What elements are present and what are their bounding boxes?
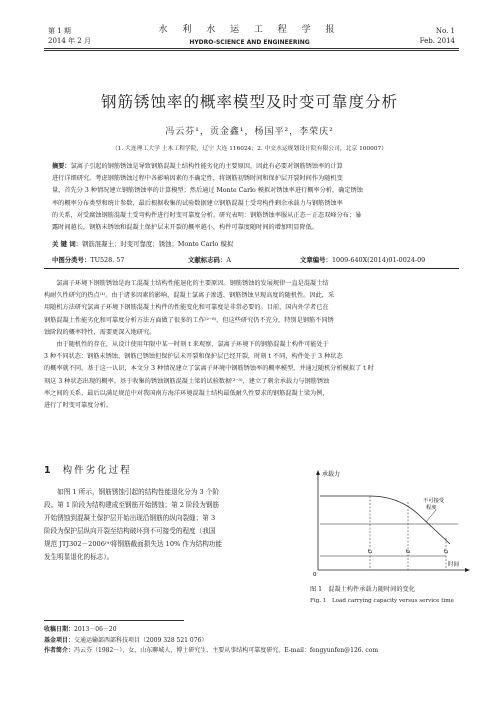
paper-title: 钢筋锈蚀率的概率模型及时变可靠度分析 xyxy=(100,93,398,111)
clc: 中图分类号：TU528. 57 xyxy=(52,256,125,264)
intro-line: 蚀阶段的概率特性，需要更深入地研究。 xyxy=(44,328,156,336)
t2-label: t₂ xyxy=(406,549,411,555)
abstract-line: 量，首先分 3 种情况建立钢筋锈蚀率的计算模型；然后通过 Monte Carlo 模拟对锈蚀率进行概率分析，确定锈蚀 xyxy=(52,187,363,195)
doc-code: 文献标志码：A xyxy=(188,256,231,264)
intro-line: 构耐久性研究的热点⁽¹⁾。由于诸多因素的影响，混凝土氯离子渗透、钢筋锈蚀呈现高度的随机性。因此，采 xyxy=(44,292,335,300)
x-axis-arrow xyxy=(465,568,470,572)
journal-title-cn: 水 利 水 运 工 程 学 报 xyxy=(158,25,341,35)
annotation-text: 不可接受 xyxy=(423,498,445,504)
abstract-rule xyxy=(44,268,459,269)
intro-line: 刻这 3 种状态出现的概率。基于收集的锈蚀钢筋混凝土梁的试验数据⁽²⁻⁵⁾，建立了剩余承载力与钢筋锈蚀 xyxy=(44,377,330,385)
section-line: 规范 JTJ302－2006⁽⁹⁾将钢筋截面损失达 10% 作为结构功能 xyxy=(44,540,222,548)
abstract xyxy=(52,161,452,234)
section-line: 阶段为保护层纵向开裂至结构破坏到不可接受的程度（我国 xyxy=(44,527,216,535)
header-rule-2 xyxy=(44,50,459,51)
issue-date: 2014 年 2 月 xyxy=(48,37,91,45)
t1-label: t₁ xyxy=(368,549,373,555)
section-line: 发生明显退化的标志）。 xyxy=(44,553,114,561)
footnote-author: 作者简介：冯云芬（1982－），女，山东聊城人，博士研究生，主要从事结构可靠度研究。E-mail：fengyunfen@126. com xyxy=(44,647,379,654)
section-line: 开始锈蚀到混凝土保护层开始出现沿钢筋的纵向裂缝；第 3 xyxy=(44,514,216,522)
abstract-label: 摘要： xyxy=(52,163,71,170)
issue-number: 第 1 期 xyxy=(48,27,71,35)
section-heading: 1 构件劣化过程 xyxy=(44,465,132,476)
x-axis-label: 时间 xyxy=(448,562,460,568)
intro-line: 钢筋混凝土性能劣化和可靠度分析方法方面做了很多的工作⁽²⁻⁸⁾，但这些研究仍不充分，特别是钢筋不同锈 xyxy=(44,316,334,324)
figure-caption-en: Fig. 1 Load carrying capacity versus service time xyxy=(310,598,454,604)
intro-line: 由于随机性的存在，从设计使用年限中某一时刻 t 来观察，氯离子环境下的钢筋混凝土构件可能处于 xyxy=(44,341,329,349)
section-body xyxy=(44,486,304,564)
intro-line: 的概率就不同。基于这一认识，本文分 3 种情况建立了氯离子环境中钢筋锈蚀率的概率模型，并通过随机分析模拟了 t 时 xyxy=(44,365,374,373)
footnote-received: 收稿日期：2013－06－20 xyxy=(44,626,117,633)
annotation-text: 程度 xyxy=(426,505,437,511)
intro-line: 用随机方法研究氯离子环境下钢筋混凝土构件的性能变化和可靠度是非常必要的。目前，国内外学者已在 xyxy=(44,304,329,312)
abstract-line: 露时间越长，钢筋未锈蚀和混凝土保护层未开裂的概率越小，构件可靠度随时间的增加明显降低。 xyxy=(52,224,319,232)
figure-1 xyxy=(308,462,478,582)
y-axis-label: 承载力 xyxy=(322,471,341,478)
footnote-rule xyxy=(44,620,184,621)
keywords-label: 关 键 词： xyxy=(52,240,83,248)
abstract-line: 的关系，对受腐蚀钢筋混凝土受弯构件进行时变可靠度分析。研究表明：钢筋锈蚀率服从正态－正态双峰分布；暴 xyxy=(52,211,362,219)
date-en: Feb. 2014 xyxy=(419,37,455,45)
section-line: 如图 1 所示，钢筋锈蚀引起的结构性能退化分为 3 个阶 xyxy=(44,488,220,496)
number-en: No. 1 xyxy=(435,27,455,35)
footnote-funding: 基金项目：交通运输部西部科技项目（2009 328 521 076） xyxy=(44,636,208,644)
article-number: 文章编号：1009-640X(2014)01-0024-09 xyxy=(300,256,426,264)
journal-title-en: HYDRO-SCIENCE AND ENGINEERING xyxy=(189,39,310,46)
intro-line: 3 种不同状态：钢筋未锈蚀、钢筋已锈蚀但保护层未开裂和保护层已经开裂，时刻 t 不同，构件处于 3 种状态 xyxy=(44,353,343,361)
intro-line: 氯离子环境下钢筋锈蚀是海工混凝土结构性能退化的主要原因。钢筋锈蚀的发展规律一直是混凝土结 xyxy=(44,280,329,287)
author-list: 冯云芬¹，贡金鑫¹，杨国平²，李荣庆² xyxy=(165,127,334,137)
affiliation: （1. 大连理工大学 土木工程学院，辽宁 大连 116024；2. 中交水运规划设计院有限公司，北京 100007） xyxy=(111,146,388,152)
header-rule xyxy=(44,48,459,49)
keywords xyxy=(52,239,233,248)
section-line: 段。第 1 阶段为结构建成至钢筋开始锈蚀；第 2 阶段为钢筋 xyxy=(44,501,220,509)
intro-line: 进行了时变可靠度分析。 xyxy=(44,402,113,410)
y-axis-arrow xyxy=(316,470,320,475)
footnotes xyxy=(44,625,459,657)
t3-label: t₃ xyxy=(444,549,449,555)
abstract-line: 进行详细研究。考虑钢筋锈蚀过程中各影响因素的不确定性，将钢筋初锈时间和保护层开裂时间作为随机变 xyxy=(52,175,343,183)
origin-label: 0 xyxy=(313,572,317,578)
annotation-leader xyxy=(426,510,436,522)
figure-caption-cn: 图 1 混凝土构件承载力随时间的变化 xyxy=(310,586,415,593)
keywords-text: 钢筋混凝土；时变可靠度；锈蚀；Monte Carlo 模拟 xyxy=(82,240,234,248)
abstract-line: 率的概率分布类型和统计参数，最后根据收集的试验数据建立钢筋混凝土受弯构件剩余承载力与钢筋锈蚀率 xyxy=(52,199,343,207)
intro-line: 率之间的关系，最后以满足规范中对我国南方海洋环境混凝土结构最低耐久性要求的钢筋混凝土梁为例， xyxy=(44,389,329,397)
abstract-line: 摘要：氯离子引起的钢筋锈蚀是导致钢筋混凝土结构性能劣化的主要原因，因此有必要对钢筋锈蚀率的计算 xyxy=(52,163,343,170)
introduction xyxy=(44,278,459,412)
